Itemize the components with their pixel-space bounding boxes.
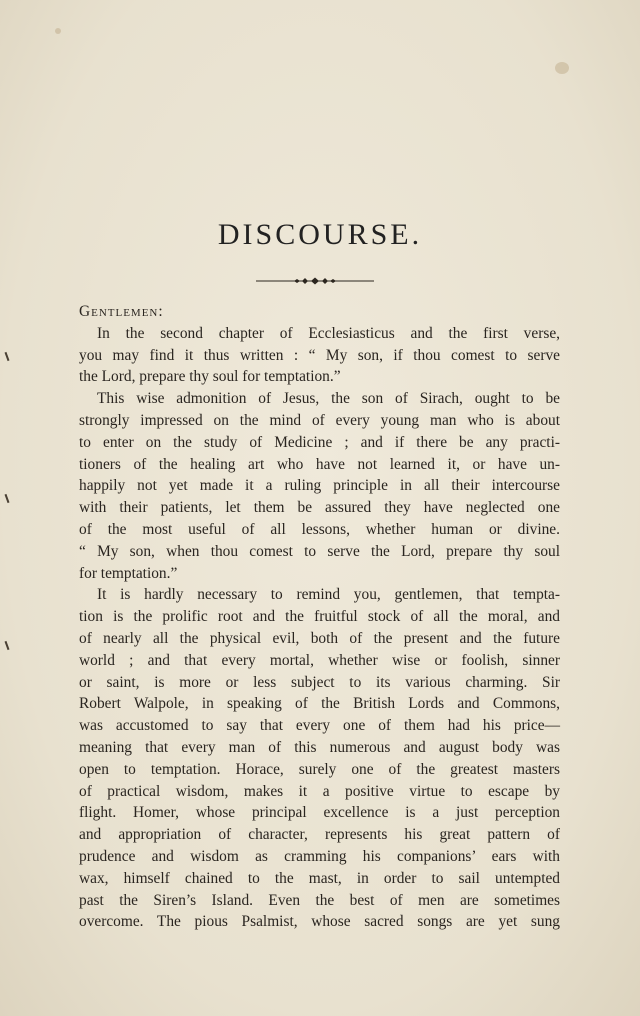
ornamental-rule <box>256 276 374 286</box>
text-line: past the Siren’s Island. Even the best of men are sometimes <box>79 891 560 909</box>
text-line: happily not yet made it a ruling principle in all their intercourse <box>79 477 560 495</box>
salutation: Gentlemen: <box>79 303 164 320</box>
margin-mark <box>5 641 10 650</box>
text-line: of the most useful of all lessons, whether human or divine. <box>79 520 560 538</box>
text-line: tioners of the healing art who have not learned it, or have un- <box>79 455 560 473</box>
text-line: world ; and that every mortal, whether wise or foolish, sinner <box>79 651 560 669</box>
text-line: overcome. The pious Psalmist, whose sacred songs are yet sung <box>79 913 560 931</box>
paper-stain <box>555 62 569 74</box>
text-line: for temptation.” <box>79 564 178 582</box>
text-line: This wise admonition of Jesus, the son of Sirach, ought to be <box>97 390 560 408</box>
text-line: and appropriation of character, represents his great pattern of <box>79 826 560 844</box>
text-line: Robert Walpole, in speaking of the British Lords and Commons, <box>79 695 560 713</box>
text-line: flight. Homer, whose principal excellence is a just perception <box>79 804 560 822</box>
text-line: to enter on the study of Medicine ; and if there be any practi- <box>79 433 560 451</box>
text-line: In the second chapter of Ecclesiasticus and the first verse, <box>97 324 560 342</box>
text-line: strongly impressed on the mind of every young man who is about <box>79 411 560 429</box>
text-line: meaning that every man of this numerous and august body was <box>79 738 560 756</box>
text-line: prudence and wisdom as cramming his companions’ ears with <box>79 847 560 865</box>
text-line: was accustomed to say that every one of them had his price— <box>79 717 560 735</box>
text-line: of nearly all the physical evil, both of the present and the future <box>79 629 560 647</box>
text-line: with their patients, let them be assured they have neglected one <box>79 499 560 517</box>
margin-mark <box>5 494 10 503</box>
text-line: the Lord, prepare thy soul for temptation.” <box>79 368 341 386</box>
text-line: “ My son, when thou comest to serve the Lord, prepare thy soul <box>79 542 560 560</box>
text-line: It is hardly necessary to remind you, gentlemen, that tempta- <box>97 586 560 604</box>
margin-mark <box>5 352 10 361</box>
text-line: or saint, is more or less subject to its various charming. Sir <box>79 673 560 691</box>
chapter-heading: DISCOURSE. <box>217 218 423 251</box>
text-line: wax, himself chained to the mast, in order to sail untempted <box>79 869 560 887</box>
text-line: you may find it thus written : “ My son, if thou comest to serve <box>79 346 560 364</box>
text-line: of practical wisdom, makes it a positive virtue to escape by <box>79 782 560 800</box>
text-line: tion is the prolific root and the fruitful stock of all the moral, and <box>79 608 560 626</box>
paper-stain <box>55 28 61 34</box>
body-text <box>79 301 560 933</box>
text-line: open to temptation. Horace, surely one of the greatest masters <box>79 760 560 778</box>
